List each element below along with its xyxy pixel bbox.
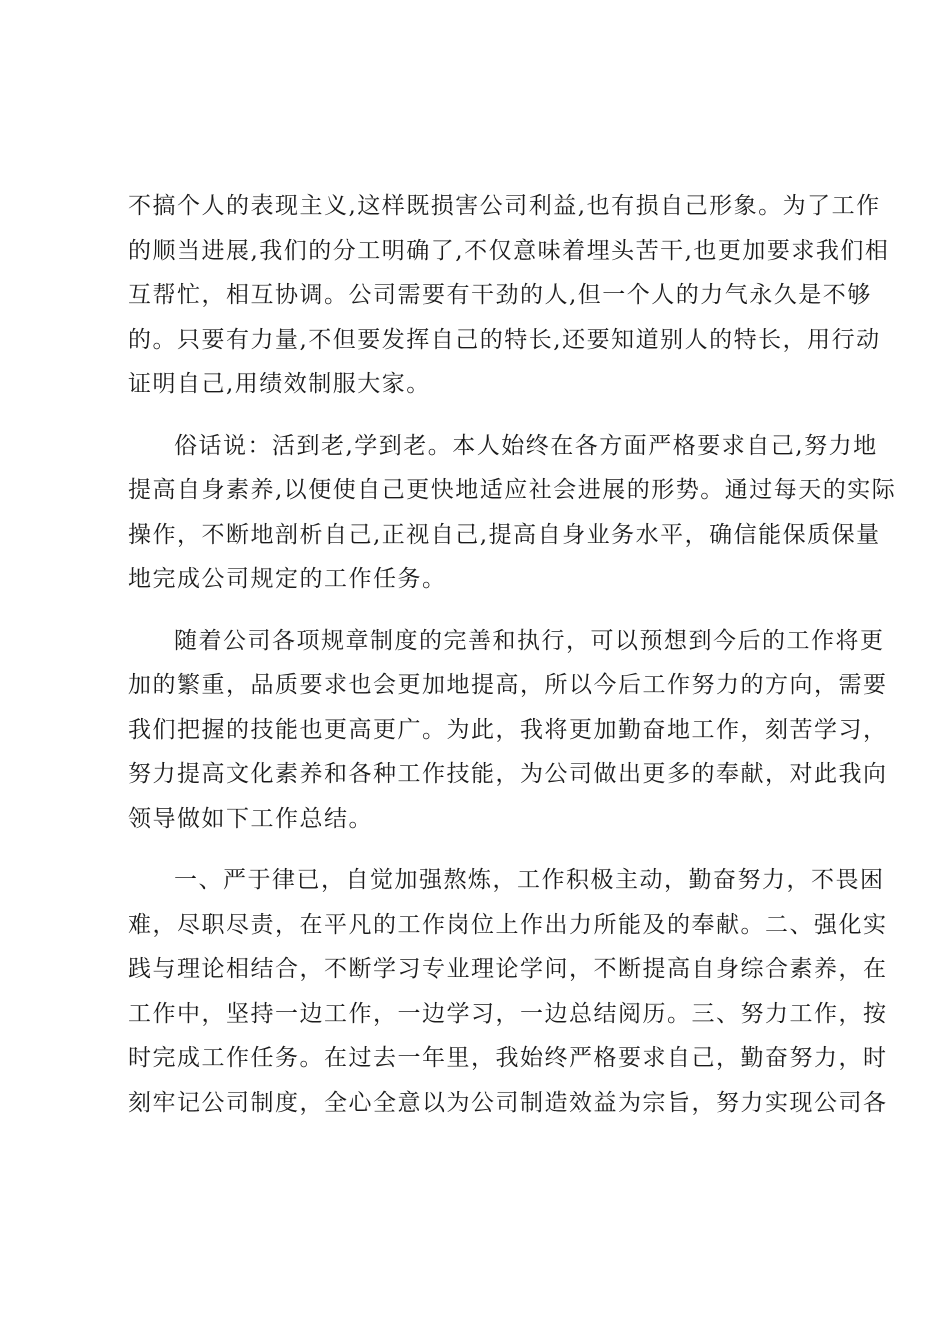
- text-line: 操作，不断地剖析自己,正视自己,提高自身业务水平，确信能保质保量: [128, 521, 881, 548]
- text-line: 的。只要有力量,不但要发挥自己的特长,还要知道别人的特长，用行动: [128, 326, 881, 353]
- paragraph-1: [128, 184, 890, 407]
- paragraph-2: [128, 424, 897, 602]
- text-line: 时完成工作任务。在过去一年里，我始终严格要求自己，勤奋努力，时: [128, 1045, 888, 1071]
- text-line: 加的繁重，品质要求也会更加地提高，所以今后工作努力的方向，需要: [128, 672, 888, 698]
- text-line: 我们把握的技能也更高更广。为此，我将更加勤奋地工作，刻苦学习，: [128, 716, 888, 743]
- text-line: 一、严于律已，自觉加强熬炼，工作积极主动，勤奋努力，不畏困: [174, 867, 885, 893]
- paragraph-3: [128, 619, 888, 842]
- text-line: 践与理论相结合，不断学习专业理论学问，不断提高自身综合素养，在: [128, 956, 888, 982]
- paragraph-4: [128, 858, 888, 1125]
- text-line: 证明自己,用绩效制服大家。: [128, 371, 431, 397]
- text-line: 的顺当进展,我们的分工明确了,不仅意味着埋头苦干,也更加要求我们相: [128, 237, 890, 264]
- text-line: 努力提高文化素养和各种工作技能，为公司做出更多的奉献，对此我向: [128, 761, 888, 787]
- text-line: 俗话说：活到老,学到老。本人始终在各方面严格要求自己,努力地: [174, 432, 878, 459]
- text-line: 地完成公司规定的工作任务。: [128, 566, 447, 592]
- text-line: 工作中，坚持一边工作，一边学习，一边总结阅历。三、努力工作，按: [128, 1000, 888, 1027]
- text-line: 互帮忙，相互协调。公司需要有干劲的人,但一个人的力气永久是不够: [128, 282, 872, 308]
- text-line: 刻牢记公司制度，全心全意以为公司制造效益为宗旨，努力实现公司各: [128, 1089, 888, 1116]
- text-line: 随着公司各项规章制度的完善和执行，可以预想到今后的工作将更: [174, 627, 885, 654]
- text-line: 领导做如下工作总结。: [128, 805, 373, 832]
- text-line: 提高自身素养,以便使自己更快地适应社会进展的形势。通过每天的实际: [128, 477, 897, 503]
- document-body: [128, 184, 897, 1142]
- text-line: 难，尽职尽责，在平凡的工作岗位上作出力所能及的奉献。二、强化实: [128, 911, 888, 938]
- text-line: 不搞个人的表现主义,这样既损害公司利益,也有损自己形象。为了工作: [128, 193, 881, 219]
